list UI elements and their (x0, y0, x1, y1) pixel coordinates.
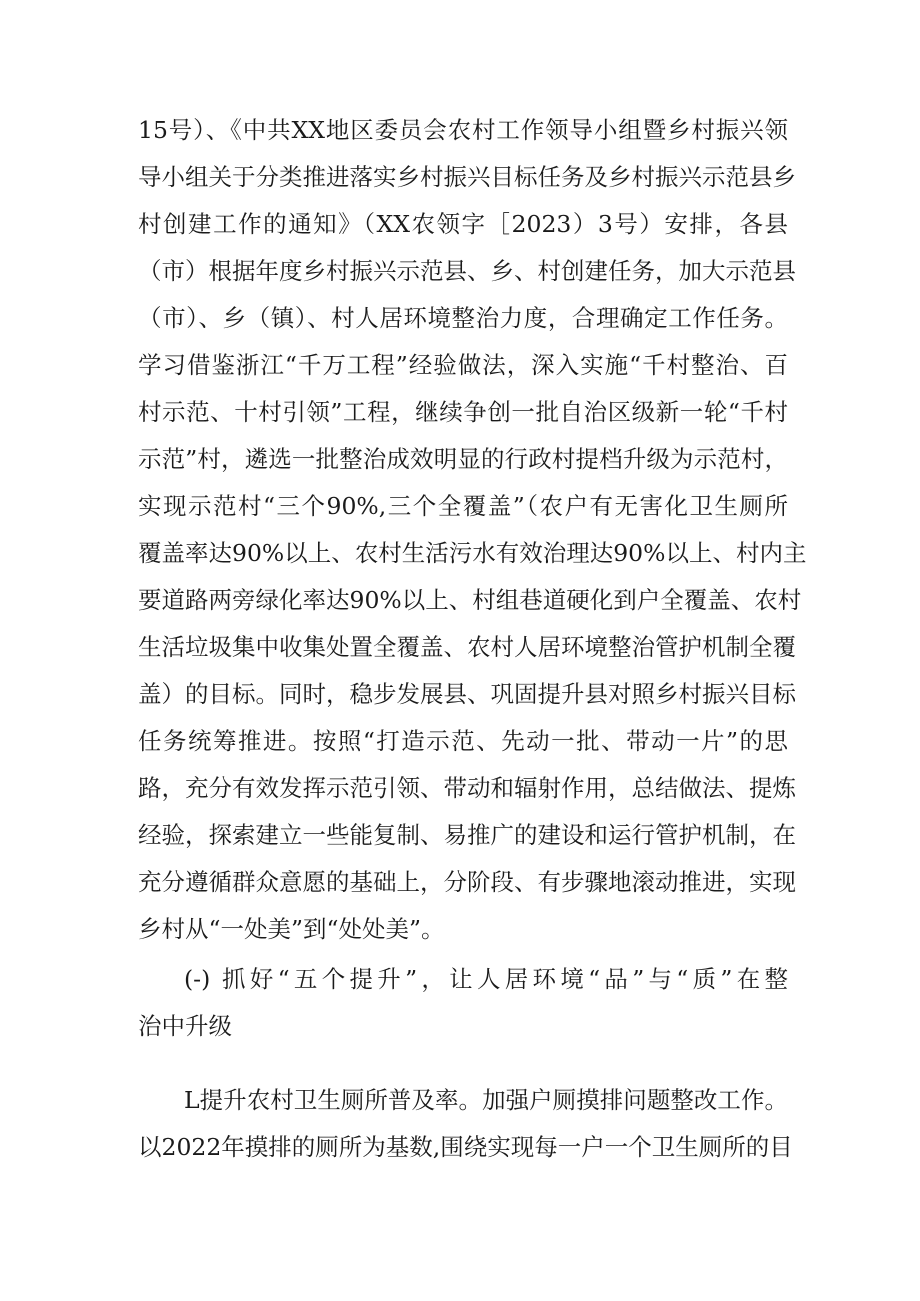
text-line: 15号）、《中共XX地区委员会农村工作领导小组暨乡村振兴领 (138, 116, 788, 144)
text-line: 学习借鉴浙江“千万工程”经验做法，深入实施“千村整治、百 (138, 351, 788, 379)
text-line: 路，充分有效发挥示范引领、带动和辐射作用，总结做法、提炼 (138, 774, 796, 802)
text-line: 任务统筹推进。按照“打造示范、先动一批、带动一片”的思 (138, 727, 788, 755)
text-line: 要道路两旁绿化率达90%以上、村组巷道硬化到户全覆盖、农村 (138, 586, 802, 614)
text-line: 实现示范村“三个90%,三个全覆盖”（农户有无害化卫生厕所 (138, 492, 788, 520)
text-line: 乡村从“一处美”到“处处美”。 (138, 915, 445, 943)
text-line: 覆盖率达90%以上、农村生活污水有效治理达90%以上、村内主 (138, 539, 807, 567)
text-line: 导小组关于分类推进落实乡村振兴目标任务及乡村振兴示范县乡 (138, 163, 796, 191)
text-line: （市）、乡（镇）、村人居环境整治力度，合理确定工作任务。 (138, 304, 788, 332)
text-line: 充分遵循群众意愿的基础上，分阶段、有步骤地滚动推进，实现 (138, 868, 796, 896)
text-line: 以2022年摸排的厕所为基数,围绕实现每一户一个卫生厕所的目 (138, 1133, 793, 1161)
text-line: 盖）的目标。同时，稳步发展县、巩固提升县对照乡村振兴目标 (138, 680, 796, 708)
text-line: 经验，探索建立一些能复制、易推广的建设和运行管护机制，在 (138, 821, 796, 849)
section-heading-continued: 治中升级 (138, 1012, 232, 1040)
text-line: L提升农村卫生厕所普及率。加强户厕摸排问题整改工作。 (184, 1086, 788, 1114)
text-line: （市）根据年度乡村振兴示范县、乡、村创建任务，加大示范县 (138, 257, 796, 285)
text-line: 村创建工作的通知》（XX农领字［2023）3号）安排，各县 (138, 210, 788, 238)
section-heading: (-) 抓好“五个提升”，让人居环境“品”与“质”在整 (184, 965, 788, 993)
text-line: 村示范、十村引领”工程，继续争创一批自治区级新一轮“千村 (138, 398, 788, 426)
text-line: 生活垃圾集中收集处置全覆盖、农村人居环境整治管护机制全覆 (138, 633, 796, 661)
text-line: 示范”村，遴选一批整治成效明显的行政村提档升级为示范村， (138, 445, 788, 473)
